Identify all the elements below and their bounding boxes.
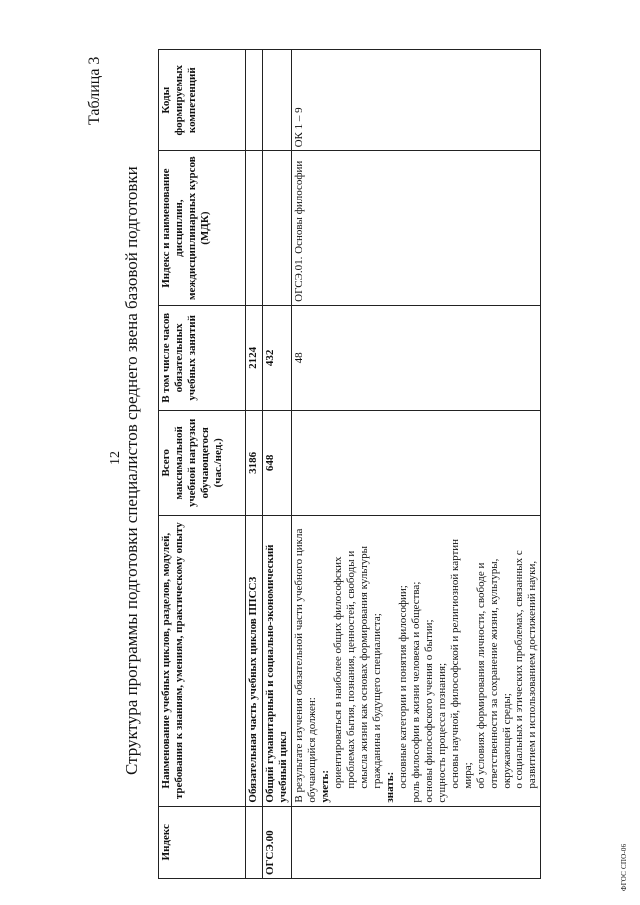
skills-label: уметь:	[318, 769, 331, 803]
curriculum-table	[158, 49, 541, 879]
knowledge-item: об условиях формирования личности, свободе и ответственности за сохранение жизни, культуры, окружающей среды;	[474, 558, 513, 789]
cycle-max-load: 648	[263, 410, 292, 515]
table-row-cycle	[263, 50, 292, 879]
cycle-mandatory: 432	[263, 305, 292, 410]
table-header-row	[159, 50, 246, 879]
total-index	[246, 806, 263, 878]
total-max-load: 3186	[246, 410, 263, 515]
detail-index	[292, 806, 541, 878]
header-competencies: Коды формируемых компетенций	[159, 50, 246, 151]
knowledge-item: о социальных и этических проблемах, связанных с развитием и использованием достижений науки,	[513, 550, 539, 789]
total-mandatory: 2124	[246, 305, 263, 410]
document-title: Структура программы подготовки специалистов среднего звена базовой подготовки	[122, 166, 141, 775]
total-name: Обязательная часть учебных циклов ППССЗ	[246, 515, 263, 806]
knowledge-item: роль философии в жизни человека и общества;	[409, 581, 422, 803]
header-max-load: Всего максимальной учебной нагрузки обучающегося (час./нед.)	[159, 410, 246, 515]
requirements-intro: В результате изучения обязательной части учебного цикла обучающийся должен:	[293, 528, 318, 803]
cycle-competencies	[263, 50, 292, 151]
skills-text: ориентироваться в наиболее общих философских проблемах бытия, познания, ценностей, свободы и смысла жизни как основах формирования культуры гражданина и будущего специалиста;	[331, 545, 383, 789]
knowledge-item: основы научной, философской и религиозной картин мира;	[448, 538, 474, 789]
document-footer: ФГОС СПО-06	[620, 843, 628, 891]
detail-requirements	[292, 515, 541, 806]
knowledge-label: знать:	[383, 771, 396, 803]
header-index: Индекс	[159, 806, 246, 878]
table-row-total	[246, 50, 263, 879]
total-discipline	[246, 151, 263, 305]
detail-competencies: ОК 1 – 9	[292, 50, 541, 151]
cycle-name: Общий гуманитарный и социально-экономический учебный цикл	[263, 515, 292, 806]
total-competencies	[246, 50, 263, 151]
cycle-discipline	[263, 151, 292, 305]
header-discipline: Индекс и наименование дисциплин, междисциплинарных курсов (МДК)	[159, 151, 246, 305]
knowledge-item: сущность процесса познания;	[435, 662, 448, 803]
cycle-index: ОГСЭ.00	[263, 806, 292, 878]
page-number: 12	[108, 451, 123, 465]
table-label: Таблица 3	[86, 56, 103, 125]
header-mandatory: В том числе часов обязательных учебных занятий	[159, 305, 246, 410]
knowledge-item: основные категории и понятия философии;	[396, 585, 409, 789]
detail-discipline: ОГСЭ.01. Основы философии	[292, 151, 541, 305]
knowledge-item: основы философского учения о бытии;	[422, 619, 435, 803]
header-name: Наименование учебных циклов, разделов, модулей, требования к знаниям, умениям, практическому опыту	[159, 515, 246, 806]
detail-max-load	[292, 410, 541, 515]
table-row-detail	[292, 50, 541, 879]
detail-mandatory: 48	[292, 305, 541, 410]
